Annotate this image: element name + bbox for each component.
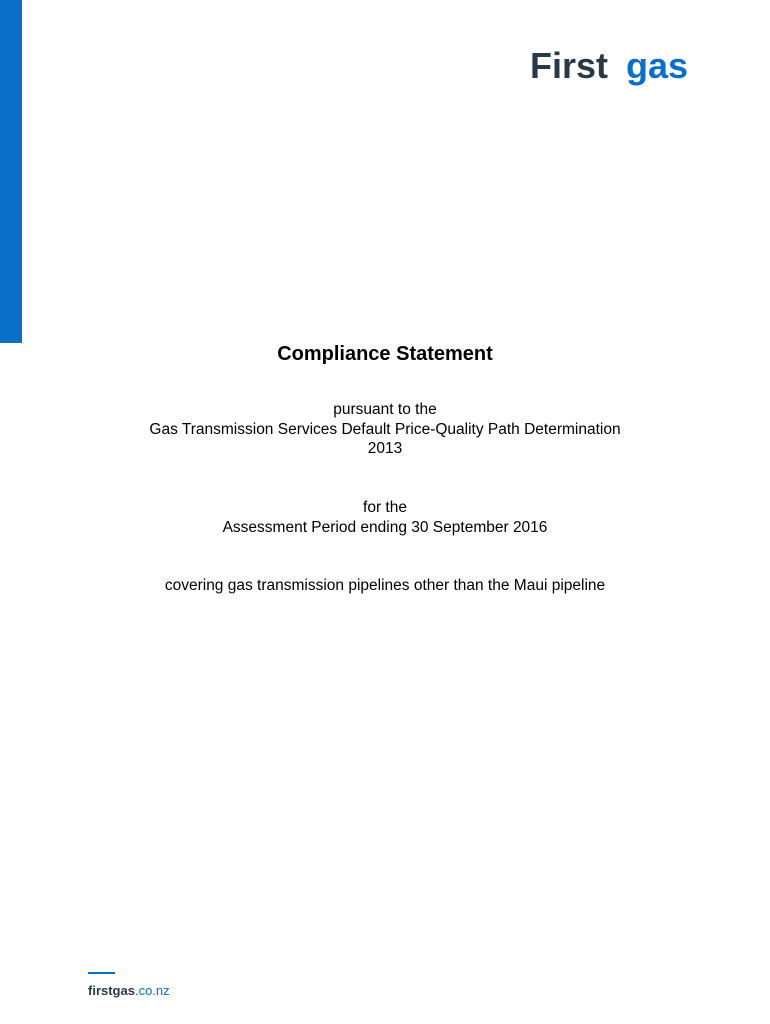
pursuant-line-2: Gas Transmission Services Default Price-Quality Path Determination xyxy=(149,420,621,438)
coverage-paragraph: covering gas transmission pipelines other than the Maui pipeline xyxy=(164,577,606,594)
assessment-line-2: Assessment Period ending 30 September 2016 xyxy=(222,518,548,536)
pursuant-paragraph xyxy=(0,400,770,459)
pursuant-line-3: 2013 xyxy=(367,440,403,457)
assessment-paragraph xyxy=(0,498,770,537)
firstgas-logo xyxy=(528,40,708,100)
footer xyxy=(88,972,170,999)
logo-text-first: First xyxy=(530,45,609,86)
footer-divider xyxy=(88,972,115,974)
assessment-line-1: for the xyxy=(363,499,407,516)
logo-text-gas: gas xyxy=(626,45,689,86)
page-title: Compliance Statement xyxy=(277,343,493,365)
side-accent-bar xyxy=(0,0,22,343)
footer-domain-tld: .co.nz xyxy=(134,983,170,998)
pursuant-line-1: pursuant to the xyxy=(333,401,437,418)
footer-website xyxy=(88,983,170,999)
footer-domain-name: firstgas xyxy=(88,983,135,998)
